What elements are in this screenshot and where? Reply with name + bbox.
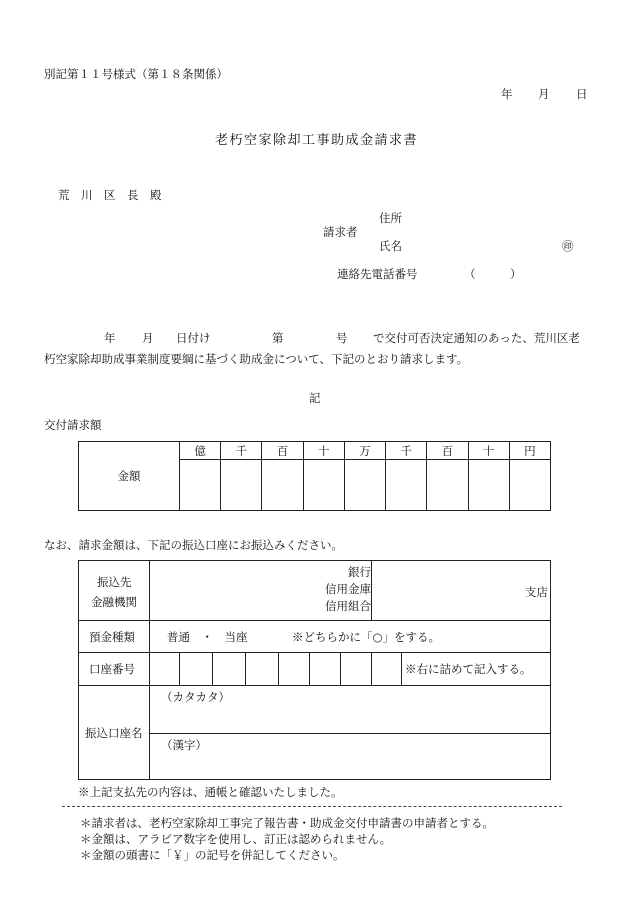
requester-label: 請求者 xyxy=(323,225,358,239)
form-label: 別記第１１号様式（第１８条関係） xyxy=(44,67,228,81)
footnote: ＊請求者は、老朽空家除却工事完了報告書・助成金交付申請書の申請者とする。 xyxy=(80,816,494,830)
amount-input-cell[interactable] xyxy=(344,460,385,511)
kanji-label: （漢字） xyxy=(161,738,207,752)
unit-cell: 百 xyxy=(427,442,468,460)
body-line1-rest: で交付可否決定通知のあった、荒川区老 xyxy=(373,331,580,345)
dashed-divider xyxy=(62,806,562,807)
unit-cell: 万 xyxy=(344,442,385,460)
body-line2: 朽空家除却助成事業制度要綱に基づく助成金について、下記のとおり請求します。 xyxy=(44,352,469,366)
amount-input-cell[interactable] xyxy=(509,460,550,511)
date-year: 年 xyxy=(501,87,513,101)
deposit-options[interactable]: 普通 ・ 当座 xyxy=(167,630,248,644)
amount-input-cell[interactable] xyxy=(468,460,509,511)
unit-cell: 十 xyxy=(303,442,344,460)
branch-label: 支店 xyxy=(525,585,548,599)
dest-label-1: 振込先 xyxy=(97,575,132,589)
name-label: 氏名 xyxy=(379,239,402,253)
body-year: 年 xyxy=(104,331,116,345)
phone-label: 連絡先電話番号 xyxy=(337,267,418,281)
dest-label-2: 金融機関 xyxy=(91,595,137,609)
amount-section-label: 交付請求額 xyxy=(44,418,102,432)
unit-cell: 百 xyxy=(262,442,303,460)
bank-type-shinkin: 信用金庫 xyxy=(325,582,371,596)
body-month: 月 xyxy=(142,331,154,345)
date-month: 月 xyxy=(538,87,550,101)
footnote: ＊金額は、アラビア数字を使用し、訂正は認められません。 xyxy=(80,832,392,846)
body-go: 号 xyxy=(336,331,348,345)
address-label: 住所 xyxy=(379,211,402,225)
unit-cell: 千 xyxy=(386,442,427,460)
deposit-label: 預金種類 xyxy=(89,630,135,644)
seal-mark: ㊞ xyxy=(562,239,574,253)
account-note: ※右に詰めて記入する。 xyxy=(405,662,532,676)
amount-table xyxy=(78,441,551,511)
unit-cell: 円 xyxy=(509,442,550,460)
deposit-note: ※どちらかに「○」をする。 xyxy=(292,630,441,644)
amount-input-cell[interactable] xyxy=(386,460,427,511)
addressee: 荒 川 区 長 殿 xyxy=(58,188,162,202)
phone-paren: （ ） xyxy=(464,267,522,281)
amount-input-cell[interactable] xyxy=(221,460,262,511)
amount-input-cell[interactable] xyxy=(303,460,344,511)
amount-input-cell[interactable] xyxy=(180,460,221,511)
unit-cell: 千 xyxy=(221,442,262,460)
body-day: 日付け xyxy=(176,331,211,345)
amount-row-label: 金額 xyxy=(79,442,180,511)
holder-label: 振込口座名 xyxy=(85,726,143,740)
bank-table xyxy=(78,560,551,780)
account-label: 口座番号 xyxy=(89,662,135,676)
body-dai: 第 xyxy=(272,331,284,345)
unit-cell: 十 xyxy=(468,442,509,460)
transfer-note: なお、請求金額は、下記の振込口座にお振込みください。 xyxy=(44,538,343,552)
amount-input-cell[interactable] xyxy=(262,460,303,511)
ki-label: 記 xyxy=(309,391,321,405)
footnote: ＊金額の頭書に「￥」の記号を併記してください。 xyxy=(80,848,345,862)
confirm-note: ※上記支払先の内容は、通帳と確認いたしました。 xyxy=(78,785,343,799)
unit-cell: 億 xyxy=(180,442,221,460)
katakana-label: （カタカタ） xyxy=(161,690,230,704)
document-title: 老朽空家除却工事助成金請求書 xyxy=(215,133,419,148)
bank-type-kumiai: 信用組合 xyxy=(325,599,371,613)
bank-type-bank: 銀行 xyxy=(348,565,371,579)
date-day: 日 xyxy=(576,87,588,101)
amount-input-cell[interactable] xyxy=(427,460,468,511)
